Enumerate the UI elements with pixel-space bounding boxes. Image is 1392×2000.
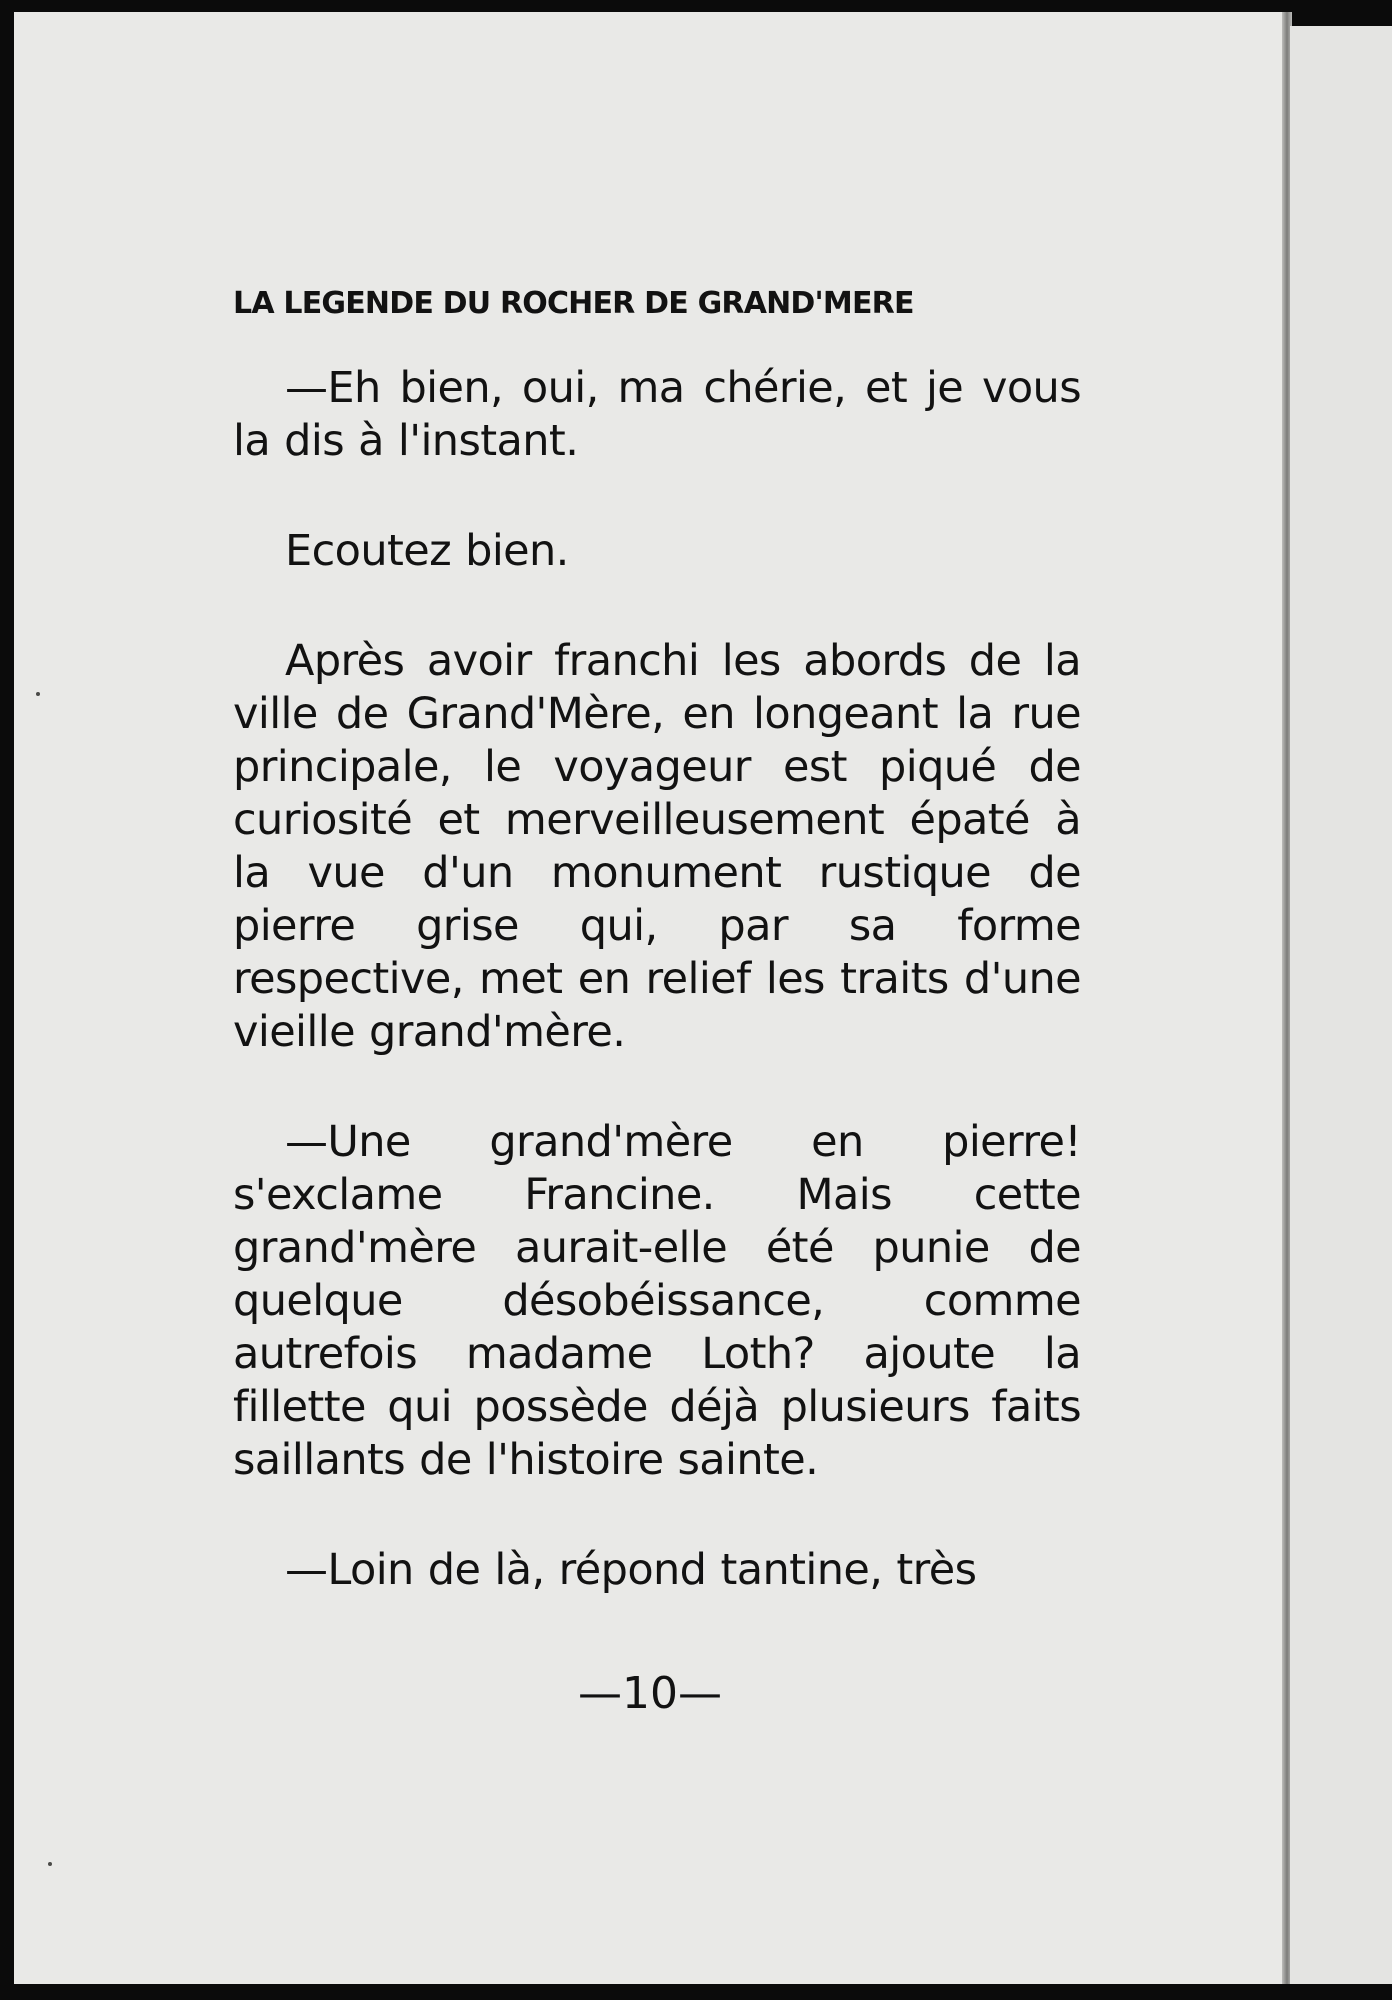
adjacent-page-edge — [1290, 26, 1392, 1984]
page-text-block — [233, 282, 1081, 1654]
paragraph-1: —Eh bien, oui, ma chérie, et je vous la dis à l'instant. — [233, 363, 1081, 466]
paragraph-2: Ecoutez bien. — [285, 526, 569, 576]
scan-speck — [36, 692, 40, 696]
running-head: LA LEGENDE DU ROCHER DE GRAND'MERE — [233, 286, 914, 321]
paragraph-3: Après avoir franchi les abords de la ville de Grand'Mère, en longeant la rue principale, le voyageur est piqué de curiosité et merveilleusement épaté à la vue d'un monument rustique de pierre grise qui, par sa forme respective, met en relief les traits d'une vieille grand'mère. — [233, 636, 1081, 1057]
scan-speck — [48, 1862, 52, 1866]
page-number: —10— — [578, 1668, 722, 1719]
page-sheet — [14, 12, 1286, 1984]
paragraph-4: —Une grand'mère en pierre! s'exclame Francine. Mais cette grand'mère aurait-elle été punie de quelque désobéissance, comme autrefois madame Loth? ajoute la fillette qui possède déjà plusieurs faits saillants de l'histoire sainte. — [233, 1117, 1081, 1485]
paragraph-5: —Loin de là, répond tantine, très — [285, 1545, 977, 1595]
